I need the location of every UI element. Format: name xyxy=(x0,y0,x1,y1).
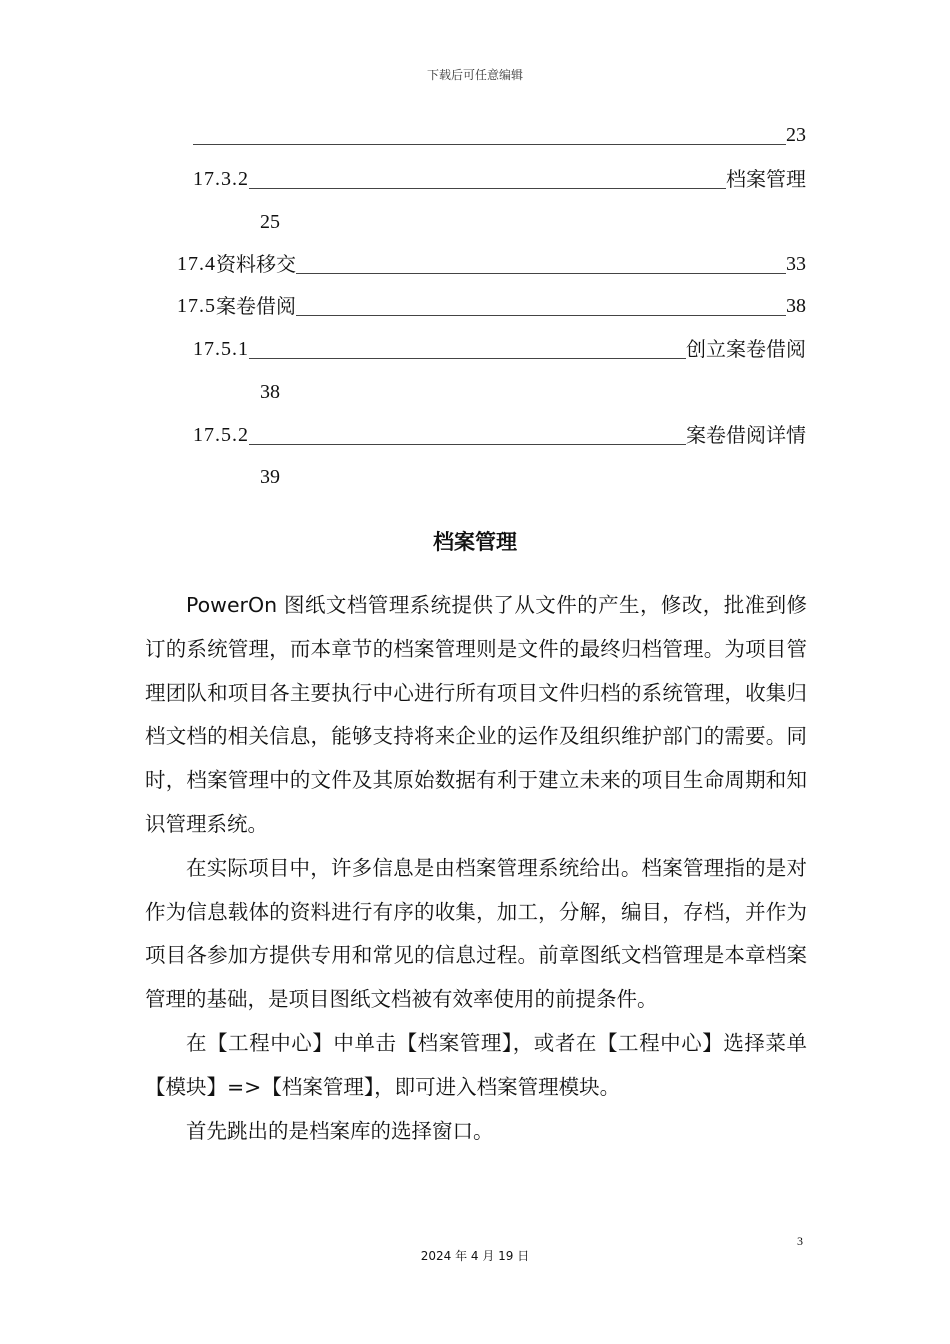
paragraph-3: 在【工程中心】中单击【档案管理】，或者在【工程中心】选择菜单【模块】=>【档案管理】，即可进入档案管理模块。 xyxy=(145,1030,807,1099)
toc-entry-number: 17.5.2 xyxy=(193,424,249,446)
toc-entry-title: 案卷借阅详情 xyxy=(686,423,806,447)
section-heading: 档案管理 xyxy=(433,530,517,554)
toc-leader xyxy=(296,273,786,274)
toc-leader xyxy=(249,188,726,189)
toc-entry-17-5-1 xyxy=(193,334,806,364)
toc-entry-continuation xyxy=(193,120,806,150)
toc-entry-17-4 xyxy=(177,249,806,279)
toc-entry-title: 创立案卷借阅 xyxy=(686,337,806,361)
toc-entry-title: 案卷借阅 xyxy=(216,294,296,318)
toc-page-number: 25 xyxy=(260,211,280,233)
toc-entry-number: 17.5 xyxy=(177,295,216,317)
toc-page-number: 38 xyxy=(260,381,280,403)
toc-leader xyxy=(249,358,686,359)
body-text xyxy=(145,584,807,1153)
paragraph-1: PowerOn 图纸文档管理系统提供了从文件的产生，修改，批准到修订的系统管理，而本章节的档案管理则是文件的最终归档管理。为项目管理团队和项目各主要执行中心进行所有项目文件归档的系统管理，收集归档文档的相关信息，能够支持将来企业的运作及组织维护部门的需要。同时，档案管理中的文件及其原始数据有利于建立未来的项目生命周期和知识管理系统。 xyxy=(145,593,807,836)
toc-entry-title: 资料移交 xyxy=(216,252,296,276)
toc-leader xyxy=(249,444,686,445)
footer-date: 2024 年 4 月 19 日 xyxy=(420,1249,530,1263)
page-number: 3 xyxy=(797,1234,803,1248)
toc-entry-number: 17.3.2 xyxy=(193,168,249,190)
toc-page-number: 38 xyxy=(786,295,806,317)
toc-entry-number: 17.5.1 xyxy=(193,338,249,360)
toc-page-number: 39 xyxy=(260,466,280,488)
toc-leader xyxy=(296,315,786,316)
toc-page-number: 23 xyxy=(786,124,806,146)
toc-page-number: 33 xyxy=(786,253,806,275)
paragraph-2: 在实际项目中，许多信息是由档案管理系统给出。档案管理指的是对作为信息载体的资料进行有序的收集，加工，分解，编目，存档，并作为项目各参加方提供专用和常见的信息过程。前章图纸文档管理是本章档案管理的基础，是项目图纸文档被有效率使用的前提条件。 xyxy=(145,855,807,1012)
toc-entry-number: 17.4 xyxy=(177,253,216,275)
toc-entry-title: 档案管理 xyxy=(726,167,806,191)
toc-entry-17-5-2 xyxy=(193,420,806,450)
paragraph-4: 首先跳出的是档案库的选择窗口。 xyxy=(186,1118,494,1143)
toc-leader xyxy=(193,144,786,145)
toc-entry-17-5 xyxy=(177,291,806,321)
page-header: 下载后可任意编辑 xyxy=(426,68,523,82)
toc-entry-17-3-2 xyxy=(193,164,806,194)
